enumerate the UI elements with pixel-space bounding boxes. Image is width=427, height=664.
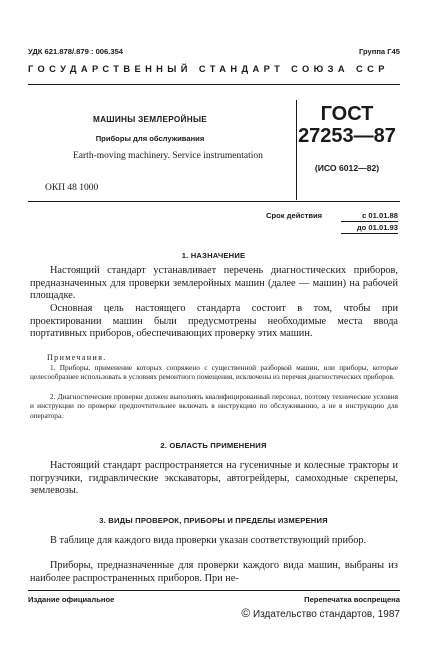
header-rule	[28, 84, 400, 85]
copyright-line	[241, 606, 400, 620]
section-3-paragraph-2: Приборы, предназначенные для проверки каждого вида машин, выбраны из наиболее распространенных приборов. При не-	[30, 560, 398, 584]
section-1-paragraph-2: Основная цель настоящего стандарта состоит в том, чтобы при проектировании машин были предусмотрены необходимые места ввода портативных приборов, обеспечивающих проверку этих машин.	[30, 303, 398, 340]
okp-code: ОКП 48 1000	[45, 183, 99, 193]
validity-label: Срок действия	[266, 211, 323, 220]
title-block-bottom-rule	[28, 201, 400, 202]
section-3-heading: 3. ВИДЫ ПРОВЕРОК, ПРИБОРЫ И ПРЕДЕЛЫ ИЗМЕРЕНИЯ	[99, 516, 328, 525]
section-2-paragraph-1: Настоящий стандарт распространяется на гусеничные и колесные тракторы и погрузчики, гидравлические экскаваторы, автогрейдеры, самоходные скреперы, землевозы.	[30, 460, 398, 497]
note-2: 2. Диагностические проверки должен выполнять квалифицированный персонал, поэтому технические условия и инструкции по проверке предпочтительнее включать в инструкцию по обслуживанию, а не в инструкцию для оператора.	[30, 392, 398, 420]
section-2-heading: 2. ОБЛАСТЬ ПРИМЕНЕНИЯ	[160, 441, 267, 450]
iso-reference: (ИСО 6012—82)	[314, 163, 380, 173]
validity-to: до 01.01.93	[356, 223, 398, 232]
section-3-paragraph-1: В таблице для каждого вида проверки указан соответствующий прибор.	[50, 535, 367, 546]
section-1-paragraph-1: Настоящий стандарт устанавливает перечень диагностических приборов, предназначенных для проверки землеройных машин (далее — машин) на рабочей площадке.	[30, 265, 398, 302]
validity-underline-from	[341, 221, 398, 222]
footer-rule	[28, 590, 400, 591]
gost-label: ГОСТ	[320, 103, 374, 125]
notes-title: Примечания.	[47, 353, 107, 362]
validity-from: с 01.01.88	[362, 211, 398, 220]
note-1: 1. Приборы, применение которых сопряжено с существенной разборкой машин, или приборы, которые целесообразнее использовать в условиях ремонтного помещения, исключены из перечня диагностических приборов.	[30, 363, 398, 382]
copyright-icon: ©	[241, 606, 251, 620]
official-edition-label: Издание официальное	[28, 595, 115, 604]
reprint-notice: Перепечатка воспрещена	[304, 595, 400, 604]
publisher-text: Издательство стандартов, 1987	[252, 609, 400, 620]
validity-underline-to	[341, 233, 398, 234]
english-title: Earth-moving machinery. Service instrumentation	[73, 151, 263, 161]
group-code: Группа Г45	[358, 47, 400, 56]
gost-number: 27253—87	[298, 125, 396, 147]
udk-code: УДК 621.878/.879 : 006.354	[28, 47, 124, 56]
document-title: МАШИНЫ ЗЕМЛЕРОЙНЫЕ	[92, 115, 208, 124]
standard-title: ГОСУДАРСТВЕННЫЙ СТАНДАРТ СОЮЗА ССР	[28, 64, 389, 74]
document-subtitle: Приборы для обслуживания	[95, 134, 205, 143]
section-1-heading: 1. НАЗНАЧЕНИЕ	[181, 251, 246, 260]
